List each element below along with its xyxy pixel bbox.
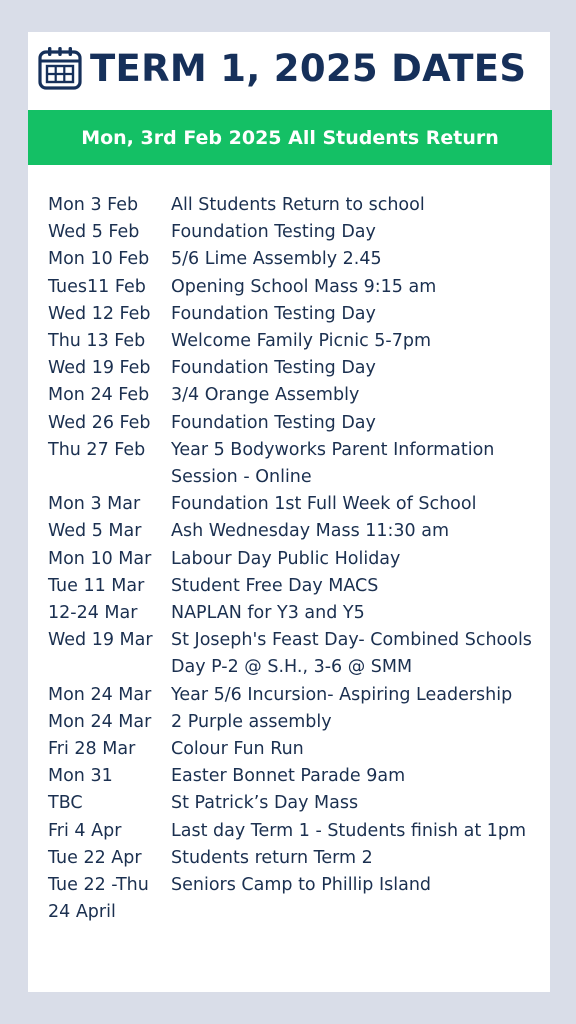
schedule-event: St Joseph's Feast Day- Combined Schools Day P-2 @ S.H., 3-6 @ SMM (171, 630, 532, 678)
calendar-icon (38, 45, 82, 91)
schedule-date: Tue 11 Mar (48, 575, 145, 596)
schedule-row (48, 382, 544, 409)
schedule-date: Mon 24 Mar (48, 684, 152, 705)
schedule-event: Students return Term 2 (171, 847, 373, 868)
schedule-date: TBC (48, 793, 83, 814)
schedule-date: Wed 26 Feb (48, 412, 151, 433)
schedule-row (48, 491, 544, 518)
schedule-date: Wed 19 Mar (48, 630, 153, 651)
schedule-row (48, 573, 544, 600)
schedule-event: Year 5 Bodyworks Parent Information Session - Online (171, 439, 495, 488)
schedule-row (48, 872, 544, 926)
schedule-row (48, 546, 544, 573)
schedule-event: Colour Fun Run (171, 739, 304, 760)
schedule-row (48, 437, 544, 491)
schedule-row (48, 328, 544, 355)
schedule-date: Thu 13 Feb (48, 331, 146, 352)
schedule-date: Wed 19 Feb (48, 358, 151, 379)
schedule-event: Student Free Day MACS (171, 575, 379, 596)
schedule-date: Mon 10 Mar (48, 548, 152, 569)
schedule-event: Ash Wednesday Mass 11:30 am (171, 521, 450, 542)
schedule-date: Mon 10 Feb (48, 249, 150, 270)
schedule-event: Opening School Mass 9:15 am (171, 276, 437, 297)
schedule-row (48, 301, 544, 328)
schedule-row (48, 736, 544, 763)
schedule-row (48, 518, 544, 545)
schedule-date: Mon 3 Mar (48, 494, 141, 515)
schedule-row (48, 709, 544, 736)
schedule-date: Tues11 Feb (48, 276, 146, 297)
schedule-event: 2 Purple assembly (171, 711, 332, 732)
schedule-date: Wed 12 Feb (48, 303, 151, 324)
schedule-date: Mon 24 Feb (48, 385, 150, 406)
schedule-date: 12-24 Mar (48, 603, 138, 624)
schedule-row (48, 790, 544, 817)
schedule-event: 3/4 Orange Assembly (171, 385, 360, 406)
schedule-row (48, 355, 544, 382)
schedule-row (48, 410, 544, 437)
schedule-event: Seniors Camp to Phillip Island (171, 875, 432, 896)
schedule-list (48, 192, 544, 926)
return-banner: Mon, 3rd Feb 2025 All Students Return (28, 110, 552, 165)
schedule-event: Labour Day Public Holiday (171, 548, 401, 569)
schedule-date: Thu 27 Feb (48, 439, 146, 460)
term-dates-card (28, 32, 550, 992)
schedule-event: Foundation Testing Day (171, 358, 376, 379)
schedule-date: Tue 22 Apr (48, 847, 142, 868)
schedule-event: All Students Return to school (171, 195, 425, 215)
schedule-event: Foundation Testing Day (171, 303, 376, 324)
schedule-row (48, 763, 544, 790)
schedule-event: Last day Term 1 - Students finish at 1pm (171, 820, 527, 841)
schedule-event: Foundation Testing Day (171, 412, 376, 433)
schedule-row (48, 600, 544, 627)
schedule-row (48, 274, 544, 301)
schedule-row (48, 192, 544, 219)
schedule-date: Tue 22 -Thu 24 April (48, 875, 149, 923)
schedule-row (48, 818, 544, 845)
schedule-date: Mon 24 Mar (48, 711, 152, 732)
schedule-row (48, 845, 544, 872)
schedule-event: NAPLAN for Y3 and Y5 (171, 603, 365, 624)
schedule-event: Welcome Family Picnic 5-7pm (171, 331, 432, 352)
schedule-date: Fri 28 Mar (48, 739, 136, 760)
page-title: TERM 1, 2025 DATES (90, 47, 527, 90)
schedule-row (48, 627, 544, 681)
schedule-date: Wed 5 Feb (48, 222, 140, 243)
header (28, 32, 550, 108)
schedule-row (48, 682, 544, 709)
schedule-event: Foundation 1st Full Week of School (171, 494, 477, 515)
schedule-row (48, 246, 544, 273)
schedule-event: Foundation Testing Day (171, 222, 376, 243)
schedule-event: 5/6 Lime Assembly 2.45 (171, 249, 382, 270)
schedule-date: Mon 3 Feb (48, 195, 139, 215)
schedule-event: St Patrick’s Day Mass (171, 793, 359, 814)
schedule-date: Fri 4 Apr (48, 820, 122, 841)
schedule-date: Mon 31 (48, 766, 113, 787)
schedule-row (48, 219, 544, 246)
schedule-event: Easter Bonnet Parade 9am (171, 766, 406, 787)
schedule-date: Wed 5 Mar (48, 521, 142, 542)
schedule-event: Year 5/6 Incursion- Aspiring Leadership (171, 684, 513, 705)
